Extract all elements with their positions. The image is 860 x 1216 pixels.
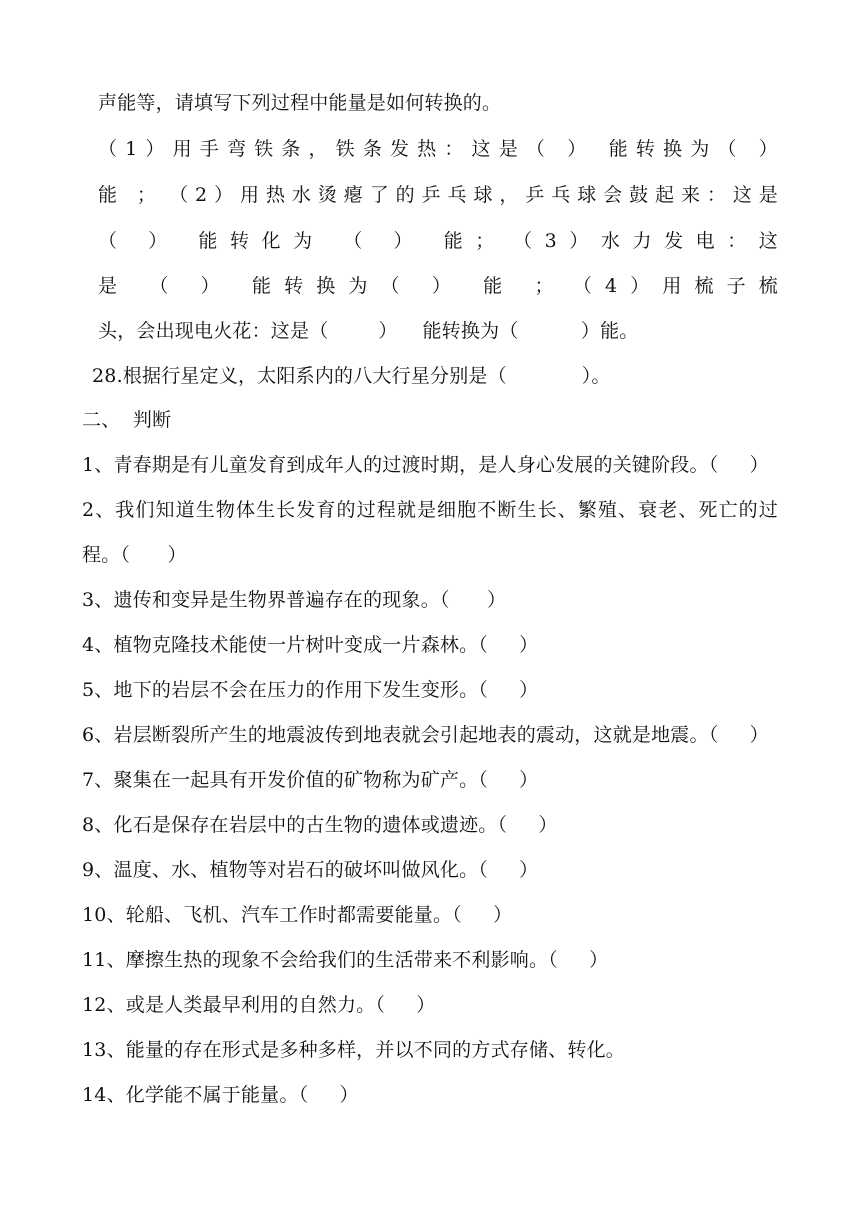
section-heading: 二、 判断 [82, 409, 172, 431]
intro-line: 是 （ ） 能转换为（ ） 能 ； （4）用梳子梳 [98, 275, 778, 297]
judgement-item-continuation: 程。（ ） [82, 544, 187, 566]
question-28: 28.根据行星定义，太阳系内的八大行星分别是（ ）。 [92, 365, 611, 387]
judgement-item: 3、遗传和变异是生物界普遍存在的现象。（ ） [82, 589, 507, 611]
judgement-item: 1、青春期是有儿童发育到成年人的过渡时期，是人身心发展的关键阶段。（ ） [82, 454, 769, 476]
judgement-item: 12、或是人类最早利用的自然力。（ ） [82, 994, 436, 1016]
judgement-item: 2、我们知道生物体生长发育的过程就是细胞不断生长、繁殖、衰老、死亡的过 [82, 499, 778, 521]
judgement-item: 14、化学能不属于能量。（ ） [82, 1084, 359, 1106]
judgement-item: 7、聚集在一起具有开发价值的矿物称为矿产。（ ） [82, 769, 539, 791]
intro-line: （1）用手弯铁条，铁条发热：这是（ ） 能转换为（ ） [98, 138, 778, 160]
judgement-item: 11、摩擦生热的现象不会给我们的生活带来不利影响。（ ） [82, 949, 609, 971]
intro-line: 声能等，请填写下列过程中能量是如何转换的。 [98, 92, 502, 114]
judgement-item: 9、温度、水、植物等对岩石的破坏叫做风化。（ ） [82, 859, 539, 881]
judgement-item: 13、能量的存在形式是多种多样，并以不同的方式存储、转化。 [82, 1039, 625, 1061]
judgement-item: 5、地下的岩层不会在压力的作用下发生变形。（ ） [82, 679, 539, 701]
judgement-item: 4、植物克隆技术能使一片树叶变成一片森林。（ ） [82, 634, 539, 656]
intro-line: 能 ； （2）用热水烫瘪了的乒乓球，乒乓球会鼓起来：这是 [98, 184, 778, 206]
judgement-item: 10、轮船、飞机、汽车工作时都需要能量。（ ） [82, 904, 513, 926]
judgement-item: 6、岩层断裂所产生的地震波传到地表就会引起地表的震动，这就是地震。（ ） [82, 724, 769, 746]
judgement-item: 8、化石是保存在岩层中的古生物的遗体或遗迹。（ ） [82, 814, 558, 836]
intro-line: （ ） 能转化为 （ ） 能； （3）水力发电：这 [98, 230, 778, 252]
intro-line: 头，会出现电火花：这是（ ） 能转换为（ ）能。 [98, 320, 639, 342]
